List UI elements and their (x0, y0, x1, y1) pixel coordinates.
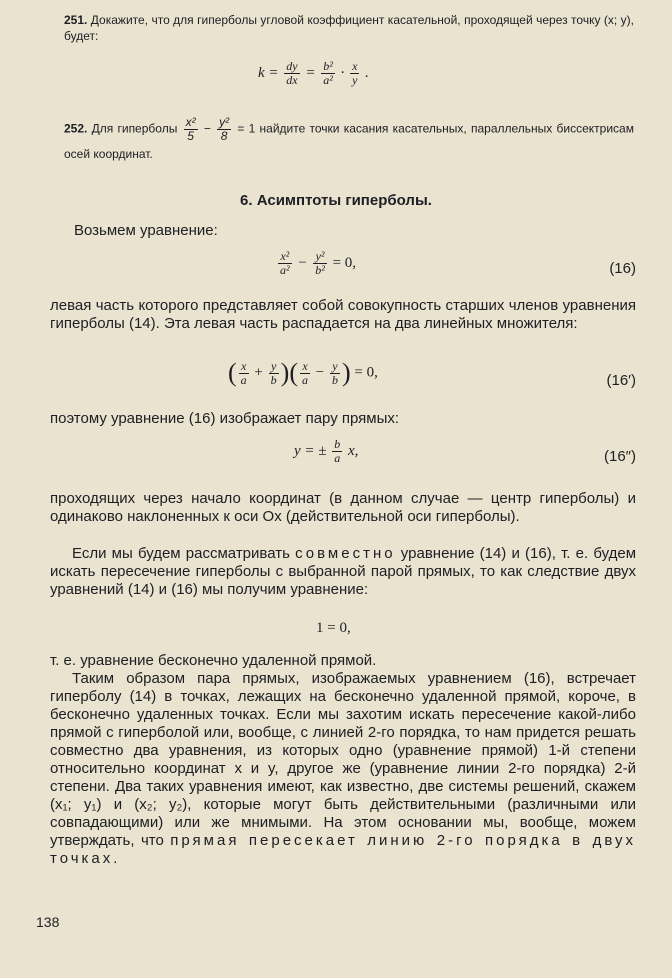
equation-one-equals-zero: 1 = 0, (316, 620, 351, 636)
paragraph-pair-of-lines: поэтому уравнение (16) изображает пару прямых: (50, 410, 400, 427)
paragraph-infinite-line: т. е. уравнение бесконечно удаленной прямой. (50, 652, 377, 669)
slope-formula: k = $\frac{dy}{dx}$ = $\frac{\text{b²}}{\text{a²}}$ · $\frac{x}{y}$ . (258, 59, 369, 87)
problem-text: Докажите, что для гиперболы угловой коэффициент касательной, проходящей через точку (x; y), будет: (64, 13, 634, 43)
equation-16: $\frac{\text{x²}}{\text{a²}}$ − $\frac{\text{y²}}{\text{b²}}$ = 0, (280, 249, 357, 277)
problem-251 (64, 12, 634, 44)
frac-y2-8: $\frac{\text{y²}}{8}$ (219, 115, 230, 143)
problem-number: 251. (64, 13, 88, 27)
equation-label: (16′) (606, 372, 636, 389)
paragraph-left-side: левая часть которого представляет собой совокупность старших членов уравнения гиперболы (14). Эта левая часть распадается на два линейных множителя: (50, 297, 636, 332)
frac-x-y: $\frac{x}{y}$ (352, 59, 358, 87)
frac-dy-dx: $\frac{dy}{dx}$ (286, 59, 298, 87)
page-number: 138 (36, 914, 60, 930)
problem-number: 252. (64, 121, 88, 136)
formula-k: k = (258, 64, 279, 81)
paragraph-jointly: Если мы будем рассматривать совместно уравнение (14) и (16), т. е. будем искать пересечение гиперболы с выбранной парой прямых, то как следствие двух уравнений (14) и (16) мы получим уравнение: (50, 545, 637, 598)
problem-252: 252. Для гиперболы $\frac{\text{x²}}{5}$ − $\frac{\text{y²}}{8}$ = 1 найдите точки касания касательных, параллельных биссектрисам осей координат. (64, 115, 634, 161)
frac-b2-a2: $\frac{\text{b²}}{\text{a²}}$ (323, 59, 333, 87)
formula-eq: = (305, 64, 316, 81)
emphasis-spaced: прямая пересекает линию 2-го порядка в двух точках. (50, 832, 636, 867)
frac-x2-5: $\frac{\text{x²}}{5}$ (185, 115, 196, 143)
paragraph-through-origin: проходящих через начало координат (в данном случае — центр гиперболы) и одинаково наклоненных к оси Ox (действительной оси гиперболы). (50, 490, 636, 525)
paragraph-intro: Возьмем уравнение: (74, 222, 218, 239)
section-title: 6. Асимптоты гиперболы. (240, 192, 432, 209)
equation-label: (16) (609, 260, 636, 277)
formula-dot: · (340, 64, 345, 81)
equation-label: (16″) (604, 448, 636, 465)
equation-16-prime: ( $\frac{x}{a}$ + $\frac{y}{b}$ )( $\frac{x}{a}$ − $\frac{y}{b}$ ) = 0, (228, 358, 378, 387)
equation-16-double-prime: y = ± $\frac{b}{a}$ x, (294, 437, 359, 465)
paragraph-conclusion: Таким образом пара прямых, изображаемых уравнением (16), встречает гиперболу (14) в точках, лежащих на бесконечно удаленной прямой, короче, в бесконечно удаленных точках. Если мы захотим искать пересечение какой-либо прямой с гиперболой или, вообще, с линией 2-го порядка, то нам придется решать совместно два уравнения, из которых одно (уравнение прямой) 1-й степени относительно координат x и y, другое же (уравнение линии 2-го порядка) 2-й степени. Два таких уравнения имеют, как известно, две системы решений, скажем (x₁; y₁) и (x₂; y₂), которые могут быть действительными (различными или совпадающими) или же мнимыми. На этом основании мы, вообще, можем утверждать, что прямая пересекает линию 2-го порядка в двух точках. (50, 670, 636, 867)
emphasis-spaced: совместно (295, 545, 396, 562)
